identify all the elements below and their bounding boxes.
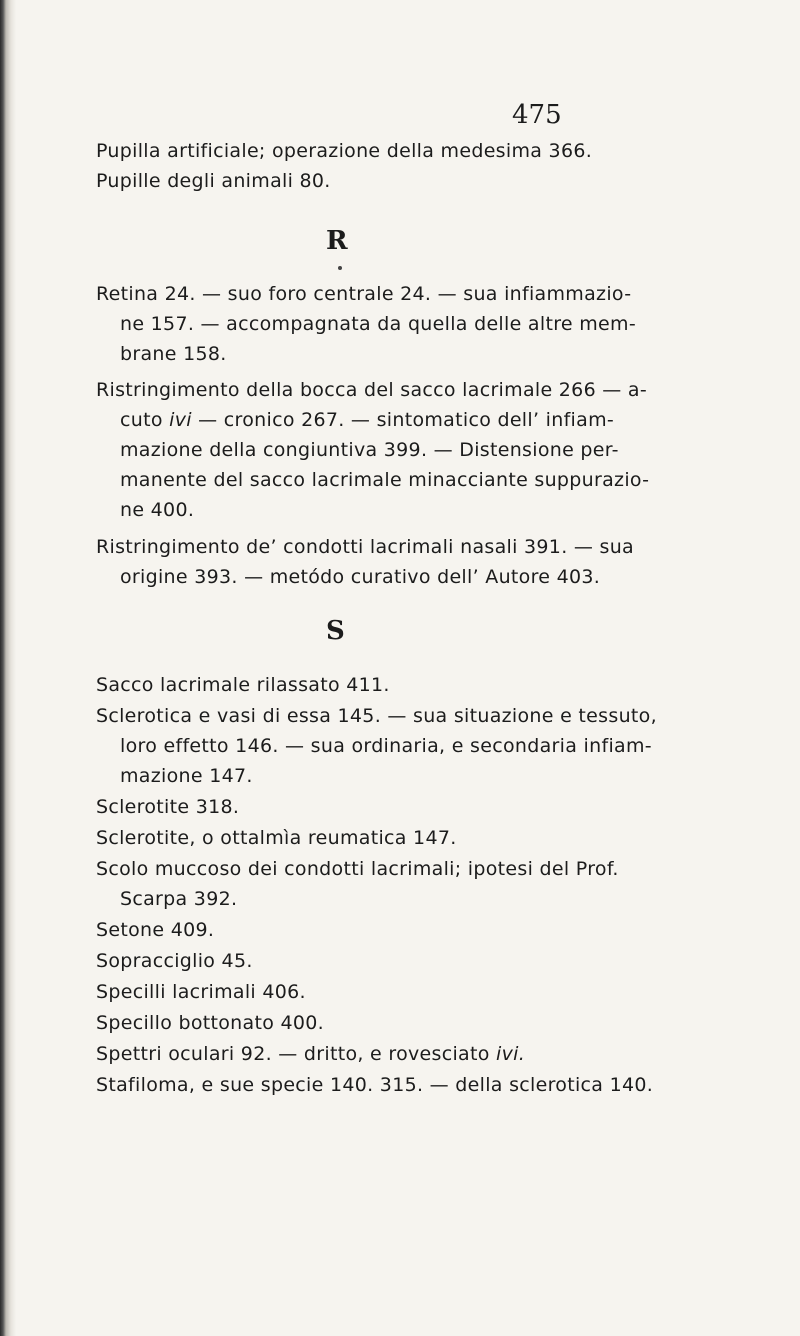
book-binding-edge [0,0,16,1336]
text-cronico: — cronico 267. — sintomatico dell’ infiam- [198,409,615,431]
entry-retina-cont-1: ne 157. — accompagnata da quella delle altre mem- [120,313,636,335]
section-letter-r: R [326,226,348,256]
ink-speck [338,266,342,270]
entry-scolo-muccoso: Scolo muccoso dei condotti lacrimali; ipotesi del Prof. [96,858,619,880]
text-ivi: ivi [169,409,192,431]
entry-sopracciglio: Sopracciglio 45. [96,950,253,972]
entry-stafiloma: Stafiloma, e sue specie 140. 315. — della sclerotica 140. [96,1074,654,1096]
entry-retina: Retina 24. — suo foro centrale 24. — sua infiammazio- [96,283,632,305]
entry-ristringimento-condotti: Ristringimento de’ condotti lacrimali nasali 391. — sua [96,536,634,558]
text-cuto: cuto [120,409,163,431]
entry-setone: Setone 409. [96,919,215,941]
entry-ristringimento-bocca: Ristringimento della bocca del sacco lacrimale 266 — a- [96,379,648,401]
text-ivi-2: ivi. [496,1043,526,1065]
entry-spettri-oculari [96,1039,525,1069]
text-spettri: Spettri oculari 92. — dritto, e rovesciato [96,1043,490,1065]
entry-sclerotica: Sclerotica e vasi di essa 145. — sua situazione e tessuto, [96,705,657,727]
entry-sclerotica-cont-2: mazione 147. [120,765,253,787]
page-number: 475 [512,100,562,130]
entry-sclerotica-cont-1: loro effetto 146. — sua ordinaria, e secondaria infiam- [120,735,652,757]
entry-sclerotite-reumatica: Sclerotite, o ottalmìa reumatica 147. [96,827,457,849]
entry-ristringimento-bocca-cont-3: manente del sacco lacrimale minacciante suppurazio- [120,469,650,491]
entry-ristringimento-bocca-cont-4: ne 400. [120,499,195,521]
entry-pupille-animali: Pupille degli animali 80. [96,170,331,192]
entry-sacco-lacrimale: Sacco lacrimale rilassato 411. [96,674,390,696]
entry-pupilla-artificiale: Pupilla artificiale; operazione della medesima 366. [96,140,593,162]
entry-ristringimento-bocca-cont-1 [120,405,614,435]
entry-sclerotite: Sclerotite 318. [96,796,240,818]
entry-ristringimento-condotti-cont: origine 393. — metódo curativo dell’ Autore 403. [120,566,601,588]
entry-specilli-lacrimali: Specilli lacrimali 406. [96,981,306,1003]
entry-retina-cont-2: brane 158. [120,343,227,365]
entry-specillo-bottonato: Specillo bottonato 400. [96,1012,324,1034]
section-letter-s: S [326,616,346,646]
entry-scolo-muccoso-cont: Scarpa 392. [120,888,238,910]
entry-ristringimento-bocca-cont-2: mazione della congiuntiva 399. — Distensione per- [120,439,619,461]
